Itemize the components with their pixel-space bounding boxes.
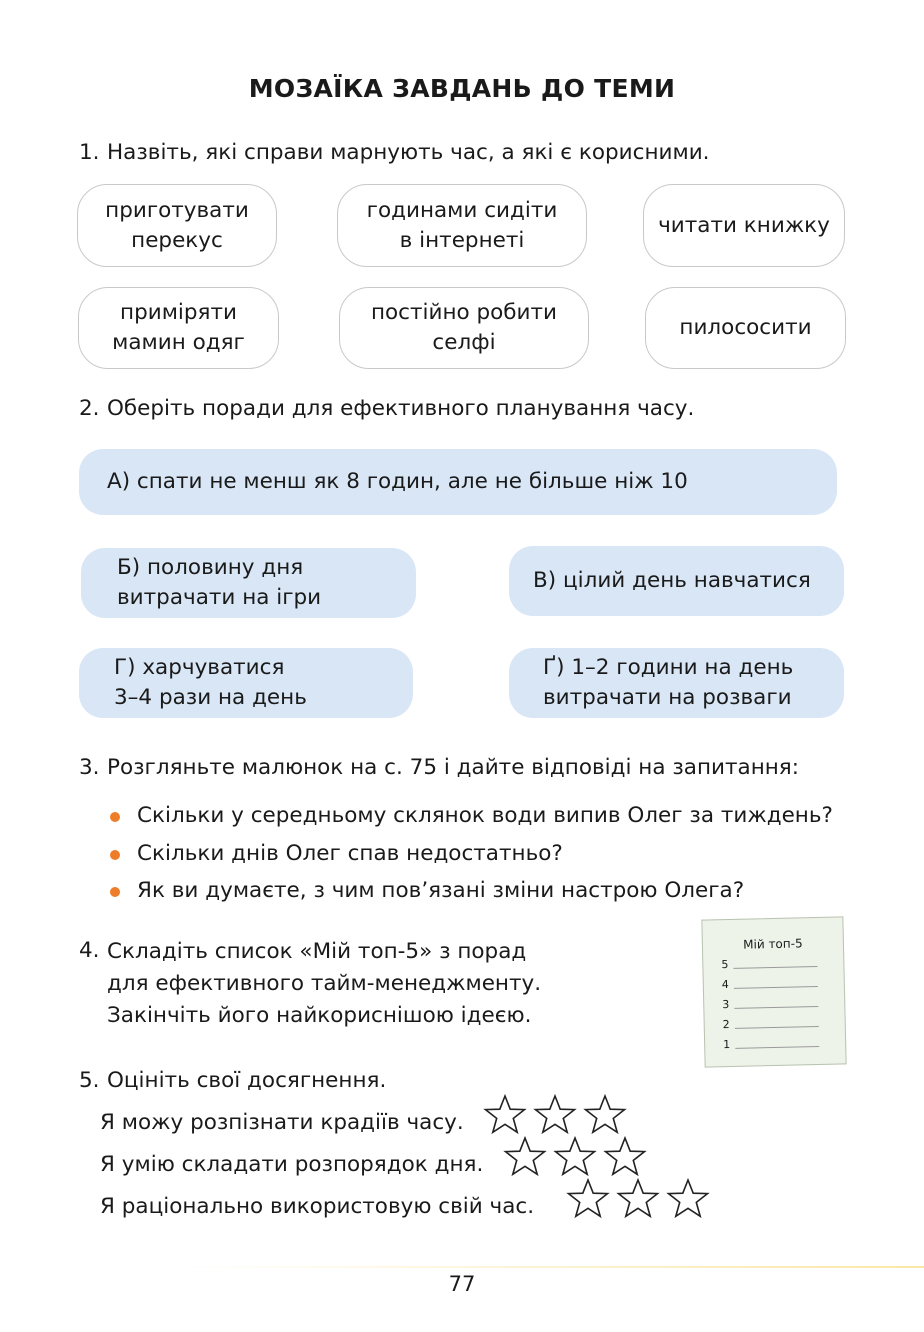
- question-text: Назвіть, які справи марнують час, а які є корисними.: [107, 140, 710, 165]
- star-rating: [483, 1093, 627, 1137]
- note-blank-line: [735, 1026, 819, 1029]
- question-text: Оберіть поради для ефективного планування часу.: [107, 396, 695, 421]
- question-text: Складіть список «Мій топ-5» з порад для ефективного тайм-менеджменту. Закінчіть його найкориснішою ідеєю.: [107, 939, 542, 1028]
- note-line-number: 5: [721, 958, 729, 972]
- star-icon[interactable]: [533, 1093, 577, 1137]
- top5-note-card: [701, 916, 846, 1067]
- activity-card[interactable]: приміряти мамин одяг: [78, 287, 279, 369]
- question-number: 4.: [79, 938, 100, 963]
- question-text: Оцініть свої досягнення.: [107, 1068, 387, 1093]
- activity-card[interactable]: пилососити: [645, 287, 846, 369]
- activity-card[interactable]: постійно робити селфі: [339, 287, 589, 369]
- page-title: МОЗАЇКА ЗАВДАНЬ ДО ТЕМИ: [248, 74, 676, 103]
- star-icon[interactable]: [483, 1093, 527, 1137]
- bullet-dot-icon: [110, 887, 120, 897]
- star-icon[interactable]: [603, 1135, 647, 1179]
- star-icon[interactable]: [503, 1135, 547, 1179]
- tip-option-a[interactable]: А) спати не менш як 8 годин, але не більше ніж 10: [79, 449, 837, 515]
- star-icon[interactable]: [566, 1177, 610, 1221]
- page-number: 77: [448, 1272, 476, 1296]
- note-line-number: 2: [722, 1018, 730, 1032]
- self-assessment-statement: Я можу розпізнати крадіїв часу.: [100, 1110, 464, 1135]
- star-icon[interactable]: [616, 1177, 660, 1221]
- star-icon[interactable]: [666, 1177, 710, 1221]
- bullet-dot-icon: [110, 812, 120, 822]
- tip-option-g[interactable]: Г) харчуватися 3–4 рази на день: [79, 648, 413, 718]
- note-blank-line: [734, 986, 818, 989]
- question-number: 3.: [79, 755, 100, 780]
- activity-card[interactable]: годинами сидіти в інтернеті: [337, 184, 587, 267]
- tip-option-v[interactable]: В) цілий день навчатися: [509, 546, 844, 616]
- note-line-number: 3: [722, 998, 730, 1012]
- question-number: 5.: [79, 1068, 100, 1093]
- note-title: Мій топ-5: [743, 936, 803, 952]
- note-blank-line: [733, 966, 817, 969]
- star-rating: [566, 1177, 710, 1221]
- note-blank-line: [735, 1046, 819, 1049]
- question-number: 1.: [79, 140, 100, 165]
- note-line-number: 1: [723, 1038, 731, 1052]
- question-number: 2.: [79, 396, 100, 421]
- note-line-number: 4: [721, 978, 729, 992]
- star-icon[interactable]: [553, 1135, 597, 1179]
- question-text: Розгляньте малюнок на с. 75 і дайте відповіді на запитання:: [107, 755, 799, 780]
- activity-card[interactable]: читати книжку: [643, 184, 845, 267]
- self-assessment-statement: Я умію складати розпорядок дня.: [100, 1152, 484, 1177]
- activity-card[interactable]: приготувати перекус: [77, 184, 277, 267]
- footer-rule: [180, 1266, 924, 1268]
- tip-option-b[interactable]: Б) половину дня витрачати на ігри: [81, 548, 416, 618]
- tip-option-g-prime[interactable]: Ґ) 1–2 години на день витрачати на розваги: [509, 648, 844, 718]
- note-blank-line: [734, 1006, 818, 1009]
- star-icon[interactable]: [583, 1093, 627, 1137]
- bullet-dot-icon: [110, 850, 120, 860]
- star-rating: [503, 1135, 647, 1179]
- self-assessment-statement: Я раціонально використовую свій час.: [100, 1194, 535, 1219]
